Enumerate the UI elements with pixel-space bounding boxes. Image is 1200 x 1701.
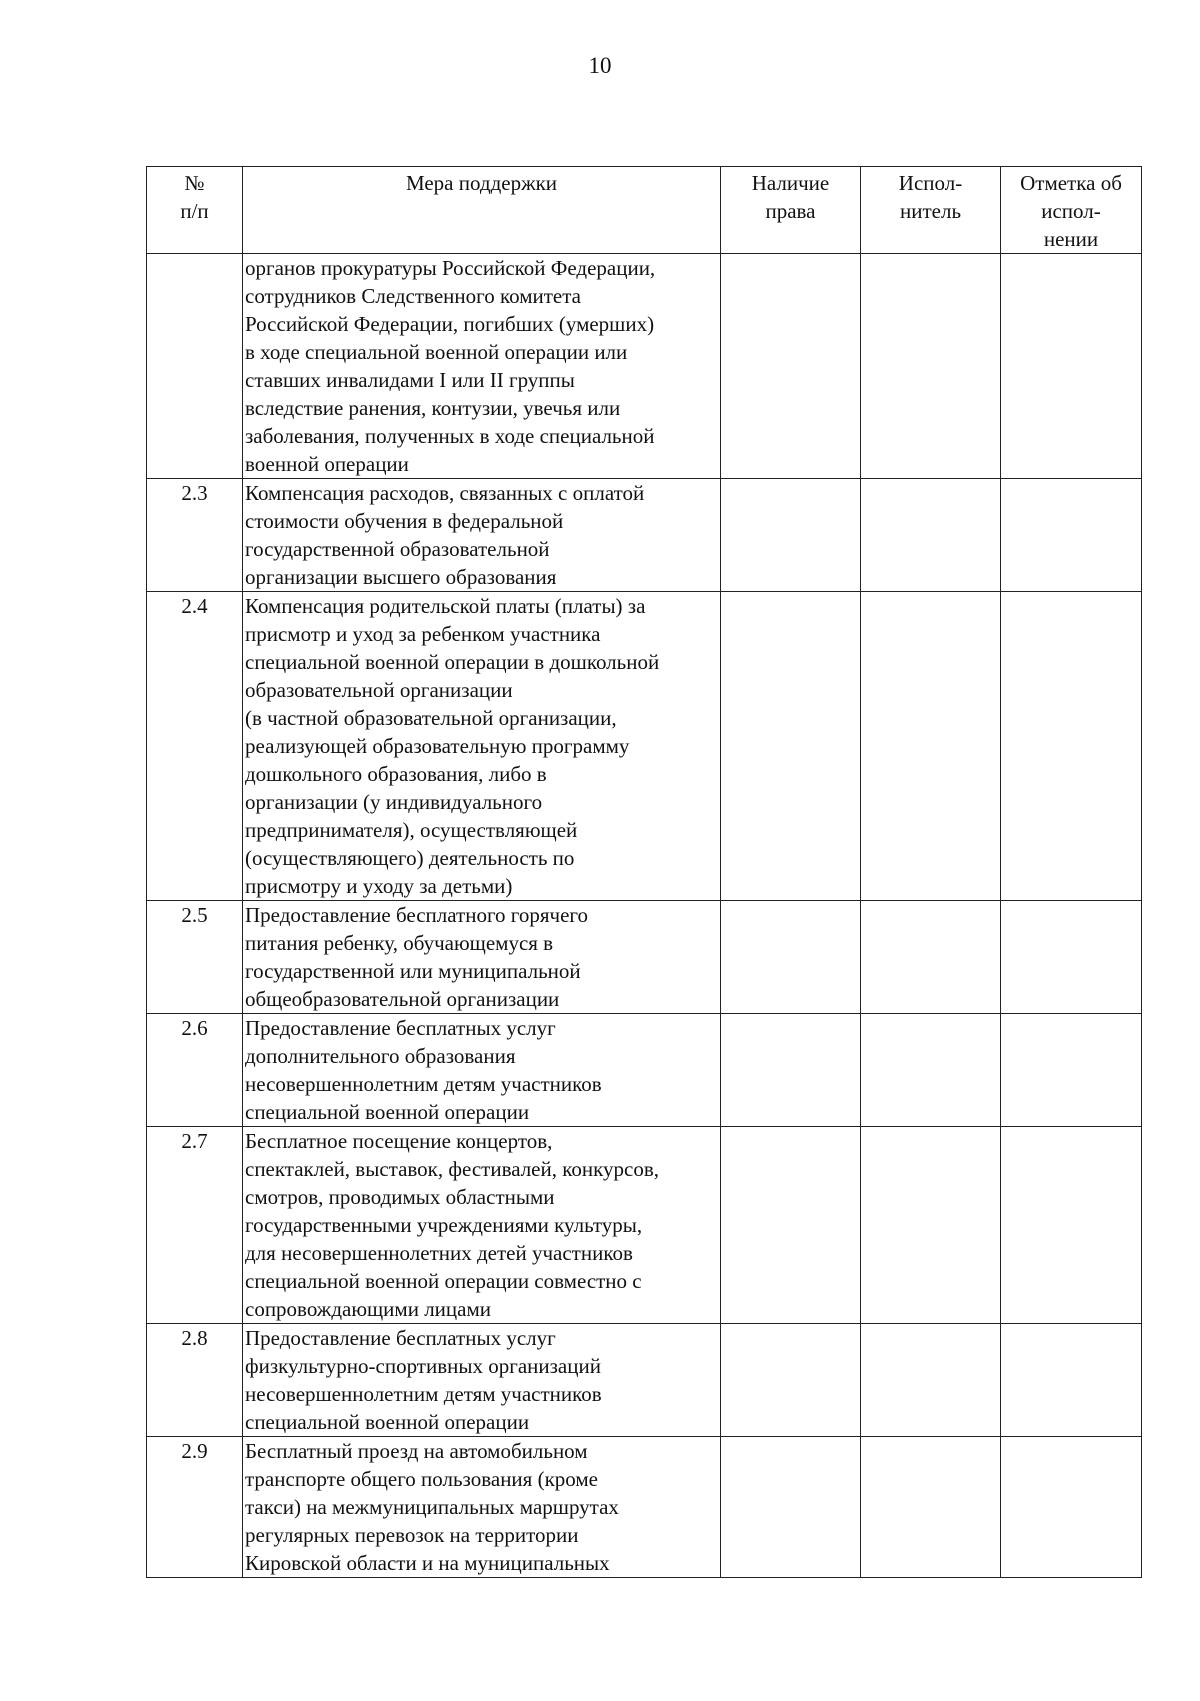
right-cell xyxy=(721,1437,861,1578)
header-line: Мера поддержки xyxy=(405,171,558,195)
measure-line: образовательной организации xyxy=(245,678,513,702)
measure-line: Компенсация родительской платы (платы) за xyxy=(245,594,646,618)
table-row xyxy=(147,901,1142,1014)
header-line: права xyxy=(765,199,816,223)
measure-line: Компенсация расходов, связанных с оплатой xyxy=(245,481,645,505)
header-measure xyxy=(243,167,721,254)
support-measures-table xyxy=(146,166,1142,1578)
right-cell xyxy=(721,1014,861,1127)
table-row xyxy=(147,1324,1142,1437)
mark-cell xyxy=(1001,592,1142,901)
right-cell xyxy=(721,1324,861,1437)
measure-line: дошкольного образования, либо в xyxy=(245,762,547,786)
measure-line: присмотру и уходу за детьми) xyxy=(245,874,513,898)
measure-line: Предоставление бесплатных услуг xyxy=(245,1016,556,1040)
header-line: Наличие xyxy=(751,171,830,195)
right-cell xyxy=(721,592,861,901)
right-cell xyxy=(721,254,861,479)
header-line: № xyxy=(184,171,205,195)
measure-line: организации высшего образования xyxy=(245,565,557,589)
executor-cell xyxy=(861,254,1001,479)
measure-line: ставших инвалидами I или II группы xyxy=(245,368,575,392)
measure-line: государственными учреждениями культуры, xyxy=(245,1213,643,1237)
measure-cell xyxy=(243,901,721,1014)
executor-cell xyxy=(861,901,1001,1014)
measure-line: военной операции xyxy=(245,452,409,476)
mark-cell xyxy=(1001,1324,1142,1437)
table-row xyxy=(147,254,1142,479)
header-number xyxy=(147,167,243,254)
measure-cell xyxy=(243,1127,721,1324)
mark-cell xyxy=(1001,1437,1142,1578)
measure-cell xyxy=(243,1324,721,1437)
header-line: нении xyxy=(1043,227,1099,251)
measure-line: такси) на межмуниципальных маршрутах xyxy=(245,1495,619,1519)
page-number: 10 xyxy=(588,53,612,78)
measure-line: специальной военной операции в дошкольной xyxy=(245,650,660,674)
table-row xyxy=(147,1127,1142,1324)
measure-line: реализующей образовательную программу xyxy=(245,734,630,758)
measure-line: регулярных перевозок на территории xyxy=(245,1523,579,1547)
measure-line: сопровождающими лицами xyxy=(245,1297,492,1321)
header-right xyxy=(721,167,861,254)
measure-line: в ходе специальной военной операции или xyxy=(245,340,628,364)
measure-line: питания ребенку, обучающемуся в xyxy=(245,931,554,955)
row-number: 2.8 xyxy=(147,1324,243,1437)
measure-line: государственной или муниципальной xyxy=(245,959,581,983)
measure-line: для несовершеннолетних детей участников xyxy=(245,1241,633,1265)
header-line: п/п xyxy=(180,199,209,223)
row-number: 2.5 xyxy=(147,901,243,1014)
mark-cell xyxy=(1001,479,1142,592)
row-number: 2.9 xyxy=(147,1437,243,1578)
executor-cell xyxy=(861,479,1001,592)
right-cell xyxy=(721,901,861,1014)
measure-line: специальной военной операции xyxy=(245,1100,530,1124)
measure-line: Российской Федерации, погибших (умерших) xyxy=(245,312,655,336)
executor-cell xyxy=(861,1324,1001,1437)
measure-line: физкультурно-спортивных организаций xyxy=(245,1354,601,1378)
right-cell xyxy=(721,479,861,592)
measure-line: вследствие ранения, контузии, увечья или xyxy=(245,396,621,420)
executor-cell xyxy=(861,592,1001,901)
table-row xyxy=(147,479,1142,592)
measure-cell xyxy=(243,1437,721,1578)
header-line: Отметка об xyxy=(1020,171,1122,195)
mark-cell xyxy=(1001,901,1142,1014)
measure-line: сотрудников Следственного комитета xyxy=(245,284,581,308)
header-line: испол- xyxy=(1041,199,1101,223)
measure-line: смотров, проводимых областными xyxy=(245,1185,555,1209)
measure-line: (осуществляющего) деятельность по xyxy=(245,846,575,870)
measure-line: Бесплатный проезд на автомобильном xyxy=(245,1439,588,1463)
table-header-row xyxy=(147,167,1142,254)
measure-line: стоимости обучения в федеральной xyxy=(245,509,564,533)
measure-line: несовершеннолетним детям участников xyxy=(245,1072,602,1096)
row-number: 2.7 xyxy=(147,1127,243,1324)
measure-line: общеобразовательной организации xyxy=(245,987,560,1011)
row-number xyxy=(147,254,243,479)
measure-line: присмотр и уход за ребенком участника xyxy=(245,622,601,646)
measure-line: органов прокуратуры Российской Федерации, xyxy=(245,256,656,280)
table-row xyxy=(147,1014,1142,1127)
measure-cell xyxy=(243,592,721,901)
executor-cell xyxy=(861,1437,1001,1578)
measure-cell xyxy=(243,254,721,479)
header-line: Испол- xyxy=(898,171,963,195)
measure-line: дополнительного образования xyxy=(245,1044,516,1068)
measure-line: организации (у индивидуального xyxy=(245,790,543,814)
measure-line: (в частной образовательной организации, xyxy=(245,706,617,730)
measure-cell xyxy=(243,1014,721,1127)
executor-cell xyxy=(861,1127,1001,1324)
measure-line: Предоставление бесплатного горячего xyxy=(245,903,589,927)
measure-line: специальной военной операции xyxy=(245,1410,530,1434)
measure-line: Предоставление бесплатных услуг xyxy=(245,1326,556,1350)
header-line: нитель xyxy=(899,199,962,223)
measure-line: транспорте общего пользования (кроме xyxy=(245,1467,598,1491)
row-number: 2.3 xyxy=(147,479,243,592)
table-row xyxy=(147,592,1142,901)
header-executor xyxy=(861,167,1001,254)
measure-line: спектаклей, выставок, фестивалей, конкурсов, xyxy=(245,1157,660,1181)
measure-line: Кировской области и на муниципальных xyxy=(245,1551,610,1575)
row-number: 2.6 xyxy=(147,1014,243,1127)
right-cell xyxy=(721,1127,861,1324)
table-body xyxy=(147,254,1142,1578)
mark-cell xyxy=(1001,254,1142,479)
executor-cell xyxy=(861,1014,1001,1127)
measure-line: заболевания, полученных в ходе специальной xyxy=(245,424,655,448)
row-number: 2.4 xyxy=(147,592,243,901)
mark-cell xyxy=(1001,1014,1142,1127)
measure-line: специальной военной операции совместно с xyxy=(245,1269,642,1293)
measure-line: Бесплатное посещение концертов, xyxy=(245,1129,553,1153)
measure-line: предпринимателя), осуществляющей xyxy=(245,818,578,842)
measure-cell xyxy=(243,479,721,592)
measure-line: государственной образовательной xyxy=(245,537,550,561)
measure-line: несовершеннолетним детям участников xyxy=(245,1382,602,1406)
mark-cell xyxy=(1001,1127,1142,1324)
table-row xyxy=(147,1437,1142,1578)
header-mark xyxy=(1001,167,1142,254)
